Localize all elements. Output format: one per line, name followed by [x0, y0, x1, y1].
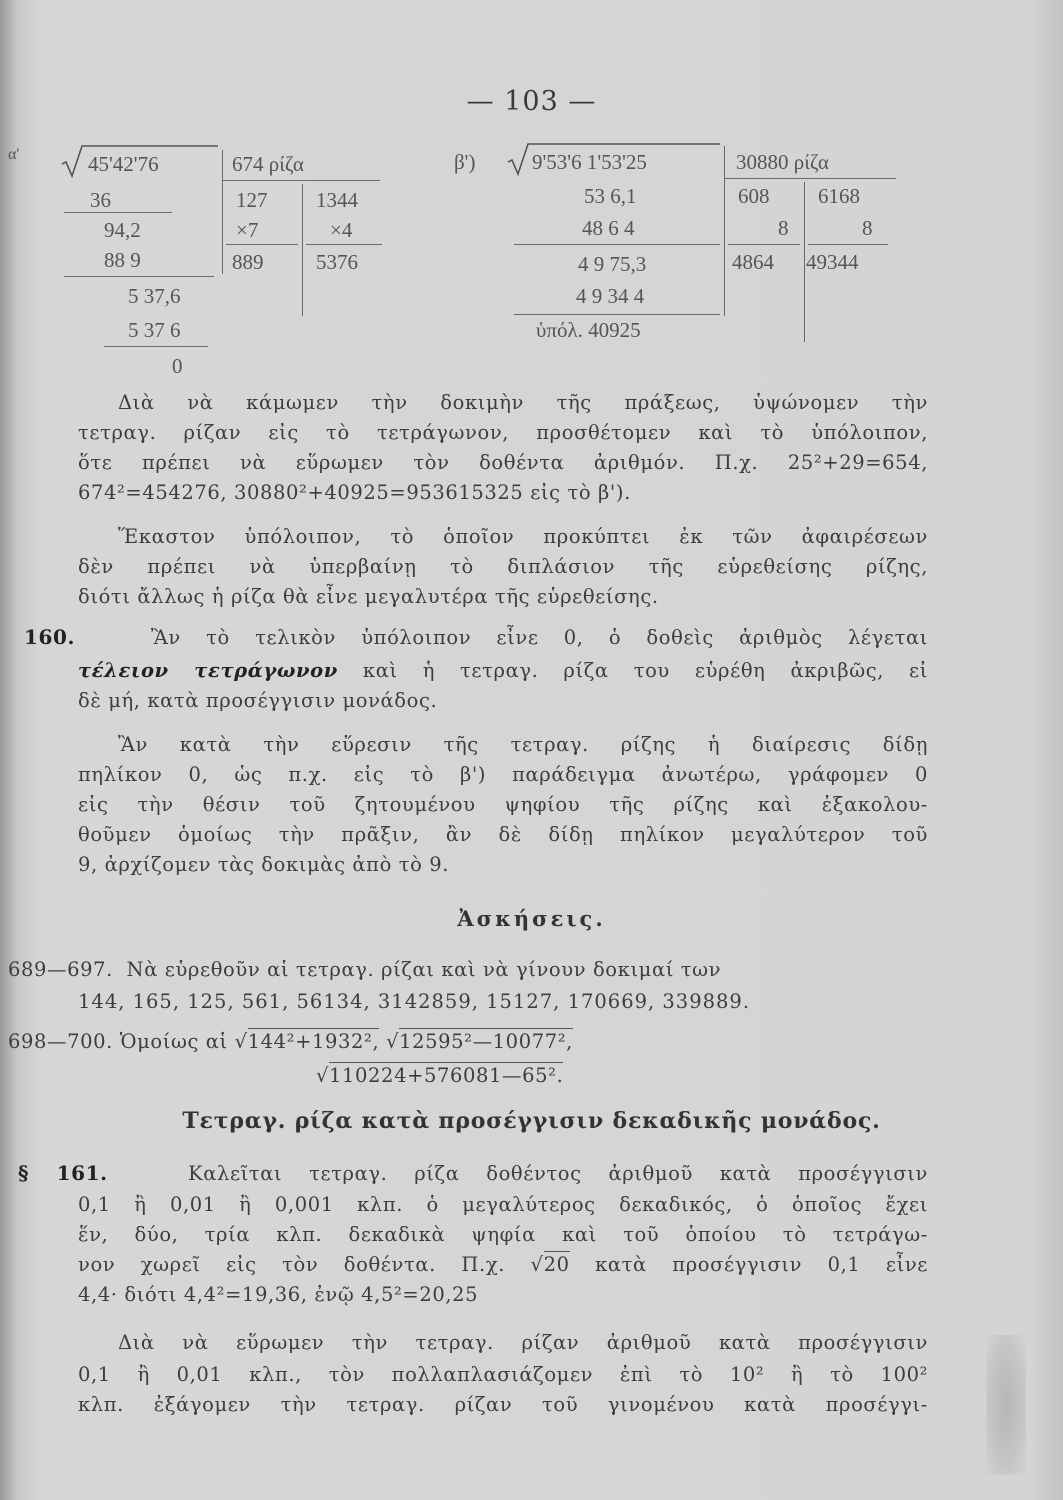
paragraph-decimal-method-cont: 0,1 ἢ 0,01 κλπ., τὸν πολλαπλασιάζομεν ἐπὶ τὸ 10² ἢ τὸ 100² κλπ. ἐξάγομεν τὴν τετραγ. ρίζαν τοῦ γινομένου κατὰ προσέγγι- [78, 1363, 928, 1416]
exercise-698-700: 698—700. Ὁμοίως αἱ √144²+1932², √12595²—10077², [8, 1030, 573, 1053]
calc-row: 0 [172, 354, 183, 378]
calc-col1: 8 [778, 216, 789, 240]
exercise-range: 698—700. [8, 1030, 113, 1053]
right-root-label: 30880 ρίζα [736, 150, 829, 174]
left-root-label: 674 ρίζα [232, 152, 304, 176]
paragraph-decimal-method: Διὰ νὰ εὕρωμεν τὴν τετραγ. ρίζαν ἀριθμοῦ κατὰ προσέγγισιν [118, 1331, 928, 1354]
section-heading: Τετραγ. ρίζα κατὰ προσέγγισιν δεκαδικῆς μονάδος. [182, 1108, 881, 1134]
calc-row: 36 [90, 188, 111, 212]
paragraph-check-cont: τετραγ. ρίζαν εἰς τὸ τετράγωνον, προσθέτομεν καὶ τὸ ὑπόλοιπον, ὅτε πρέπει νὰ εὕρωμεν τὸν δοθέντα ἀριθμόν. Π.χ. 25²+29=654, 674²=454276, 30880²+40925=953615325 εἰς τὸ β'). [78, 421, 928, 504]
calc-row: 94,2 [104, 218, 141, 242]
calc-col2: 5376 [316, 250, 358, 274]
left-radicand: 45'42'76 [88, 152, 159, 176]
radical-expression: 110224+576081—65². [329, 1064, 564, 1087]
calc-col2: 1344 [316, 188, 358, 212]
paragraph-remainder-cont: δὲν πρέπει νὰ ὑπερβαίνῃ τὸ διπλάσιον τῆς εὑρεθείσης ρίζης, διότι ἄλλως ἡ ρίζα θὰ εἶνε μεγαλυτέρα τῆς εὑρεθείσης. [78, 555, 928, 608]
term-perfect-square: τέλειον τετράγωνον [78, 659, 338, 682]
section-161-cont: 0,1 ἢ 0,01 ἢ 0,001 κλπ. ὁ μεγαλύτερος δεκαδικός, ὁ ὁποῖος ἔχει ἕν, δύο, τρία κλπ. δεκαδικὰ ψηφία καὶ τοῦ ὁποίου τὸ τετράγω- νον χωρεῖ εἰς τὸν δοθέντα. Π.χ. √20 κατὰ προσέγγισιν 0,1 εἶνε 4,4· διότι 4,4²=19,36, ἐνῷ 4,5²=20,25 [78, 1193, 928, 1306]
radical-expression: 144²+1932², [247, 1030, 380, 1053]
radical-sign-icon: √ [234, 1030, 248, 1053]
calc-row: 4 9 34 4 [576, 284, 645, 308]
radical-sign-icon: √ [530, 1253, 544, 1276]
exercise-700-cont [316, 1064, 563, 1087]
remainder: ὑπόλ. 40925 [536, 318, 641, 342]
calc-row: 4 9 75,3 [578, 252, 647, 276]
right-radicand: 9'53'6 1'53'25 [532, 150, 647, 174]
radical-sign-icon: √ [386, 1030, 400, 1053]
exercise-numbers: 144, 165, 125, 561, 56134, 3142859, 15127, 170669, 339889. [78, 990, 751, 1013]
calc-row: 53 6,1 [584, 184, 637, 208]
paragraph-zero-quotient-cont: πηλίκον 0, ὡς π.χ. εἰς τὸ β') παράδειγμα ἀνωτέρω, γράφομεν 0 εἰς τὴν θέσιν τοῦ ζητουμένου ψηφίου τῆς ρίζης καὶ ἐξακολου- θοῦμεν ὁμοίως τὴν πρᾶξιν, ἂν δὲ δίδῃ πηλίκον μεγαλύτερον τοῦ 9, ἀρχίζομεν τὰς δοκιμὰς ἀπὸ τὸ 9. [78, 763, 928, 876]
calc-col2: ×4 [330, 218, 353, 242]
example-label: β') [454, 150, 476, 174]
paragraph-check: Διὰ νὰ κάμωμεν τὴν δοκιμὴν τῆς πράξεως, ὑψώνομεν τὴν [118, 391, 928, 414]
calc-row: 5 37 6 [128, 318, 181, 342]
calc-col2: 8 [862, 216, 873, 240]
section-161: § 161. Καλεῖται τετραγ. ρίζα δοθέντος ἀριθμοῦ κατὰ προσέγγισιν [18, 1161, 928, 1185]
margin-mark: α' [8, 146, 20, 163]
exercise-range: 689—697. [8, 958, 113, 981]
page-stain [986, 1335, 1026, 1475]
calc-col1: 889 [232, 250, 264, 274]
paragraph-zero-quotient: Ἂν κατὰ τὴν εὕρεσιν τῆς τετραγ. ρίζης ἡ διαίρεσις δίδῃ [118, 733, 928, 756]
paragraph-remainder: Ἕκαστον ὑπόλοιπον, τὸ ὁποῖον προκύπτει ἐκ τῶν ἀφαιρέσεων [118, 525, 928, 548]
calc-col1: 127 [236, 188, 268, 212]
section-number: 160. [24, 625, 76, 649]
exercises-heading: Ἀσκήσεις. [457, 906, 606, 931]
exercise-689-697: 689—697. Νὰ εὑρεθοῦν αἱ τετραγ. ρίζαι καὶ νὰ γίνουν δοκιμαί των [8, 958, 722, 981]
page-number: — 103 — [466, 86, 597, 117]
section-160-cont: τέλειον τετράγωνον καὶ ἡ τετραγ. ρίζα του εὑρέθη ἀκριβῶς, εἰ δὲ μή, κατὰ προσέγγισιν μονάδος. [78, 659, 928, 712]
section-160: 160. Ἂν τὸ τελικὸν ὑπόλοιπον εἶνε 0, ὁ δοθεὶς ἀριθμὸς λέγεται [24, 625, 928, 649]
calc-col2: 6168 [818, 184, 860, 208]
radical-expression: 12595²—10077², [399, 1030, 573, 1053]
calc-col2: 49344 [806, 250, 859, 274]
inline-radicand: 20 [543, 1253, 570, 1276]
radical-sign-icon: √ [316, 1064, 330, 1087]
calc-col1: 4864 [732, 250, 774, 274]
calc-col1: ×7 [236, 218, 259, 242]
calc-row: 5 37,6 [128, 284, 181, 308]
section-number: § 161. [18, 1161, 108, 1185]
calc-row: 88 9 [104, 248, 141, 272]
calc-col1: 608 [738, 184, 770, 208]
calc-row: 48 6 4 [582, 216, 635, 240]
